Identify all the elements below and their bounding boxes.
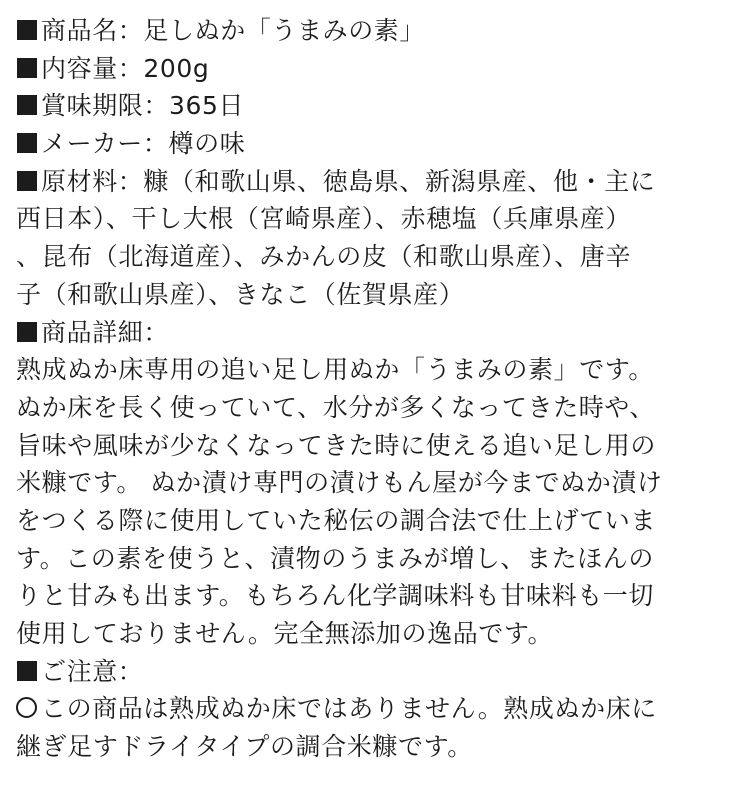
line-text: 使用しておりません。完全無添加の逸品です。 [16, 619, 554, 648]
line-text: ぬか床を長く使っていて、水分が多くなってきた時や、 [16, 392, 656, 422]
caution-item-line [16, 696, 738, 734]
best-before-line [16, 93, 738, 131]
text-line [16, 734, 738, 772]
text-line [16, 430, 738, 471]
caution-heading-line [16, 656, 738, 697]
text-line [16, 470, 738, 508]
line-text: 熟成ぬか床専用の追い足し用ぬか「うまみの素」です。 [16, 355, 655, 385]
line-text: 西日本）、干し大根（宮崎県産）、赤穂塩（兵庫県産） [16, 204, 632, 234]
line-text: ご注意： [41, 656, 144, 686]
line-text: 原材料：糠（和歌山県、徳島県、新潟県産、他・主に [41, 166, 656, 196]
text-line [16, 505, 738, 546]
line-text: 、昆布（北海道産）、みかんの皮（和歌山県産）、唐辛 [16, 242, 632, 272]
square-bullet-icon [17, 171, 37, 191]
line-text: 旨味や風味が少なくなってきた時に使える追い足し用の [16, 430, 657, 460]
details-heading-line [16, 317, 738, 358]
line-text: 賞味期限：365日 [41, 91, 245, 121]
circle-bullet-icon [16, 697, 37, 718]
ingredients-line [16, 166, 738, 207]
line-text: をつくる際に使用していた秘伝の調合法で仕上げていま [16, 505, 657, 535]
line-text: この商品は熟成ぬか床ではありません。熟成ぬか床に [41, 694, 657, 724]
square-bullet-icon [17, 133, 37, 153]
square-bullet-icon [17, 661, 37, 681]
text-line [16, 357, 738, 395]
maker-line [16, 131, 738, 169]
line-text: メーカー：樽の味 [41, 129, 246, 159]
text-line [16, 279, 738, 320]
line-text: す。この素を使うと、漬物のうまみが増し、またほんの [16, 543, 655, 573]
square-bullet-icon [17, 322, 37, 342]
product-description [16, 18, 738, 772]
text-line [16, 392, 738, 433]
text-line [16, 543, 738, 584]
line-text: 米糠です。 ぬか漬け専門の漬けもん屋が今までぬか漬け [16, 468, 663, 498]
text-line [16, 244, 738, 282]
content-amount-line [16, 53, 738, 94]
text-line [16, 583, 738, 621]
line-text: りと甘みも出ます。もちろん化学調味料も甘味料も一切 [16, 581, 655, 611]
square-bullet-icon [17, 58, 37, 78]
product-name-line [16, 18, 738, 56]
line-text: 子（和歌山県産）、きなこ（佐賀県産） [16, 279, 465, 309]
line-text: 継ぎ足すドライタイプの調合米糠です。 [16, 732, 473, 762]
line-text: 内容量：200g [41, 53, 210, 83]
square-bullet-icon [17, 20, 37, 40]
line-text: 商品詳細： [41, 317, 170, 347]
square-bullet-icon [17, 95, 37, 115]
line-text: 商品名：足しぬか「うまみの素」 [41, 16, 426, 45]
text-line [16, 206, 738, 244]
text-line [16, 621, 738, 659]
